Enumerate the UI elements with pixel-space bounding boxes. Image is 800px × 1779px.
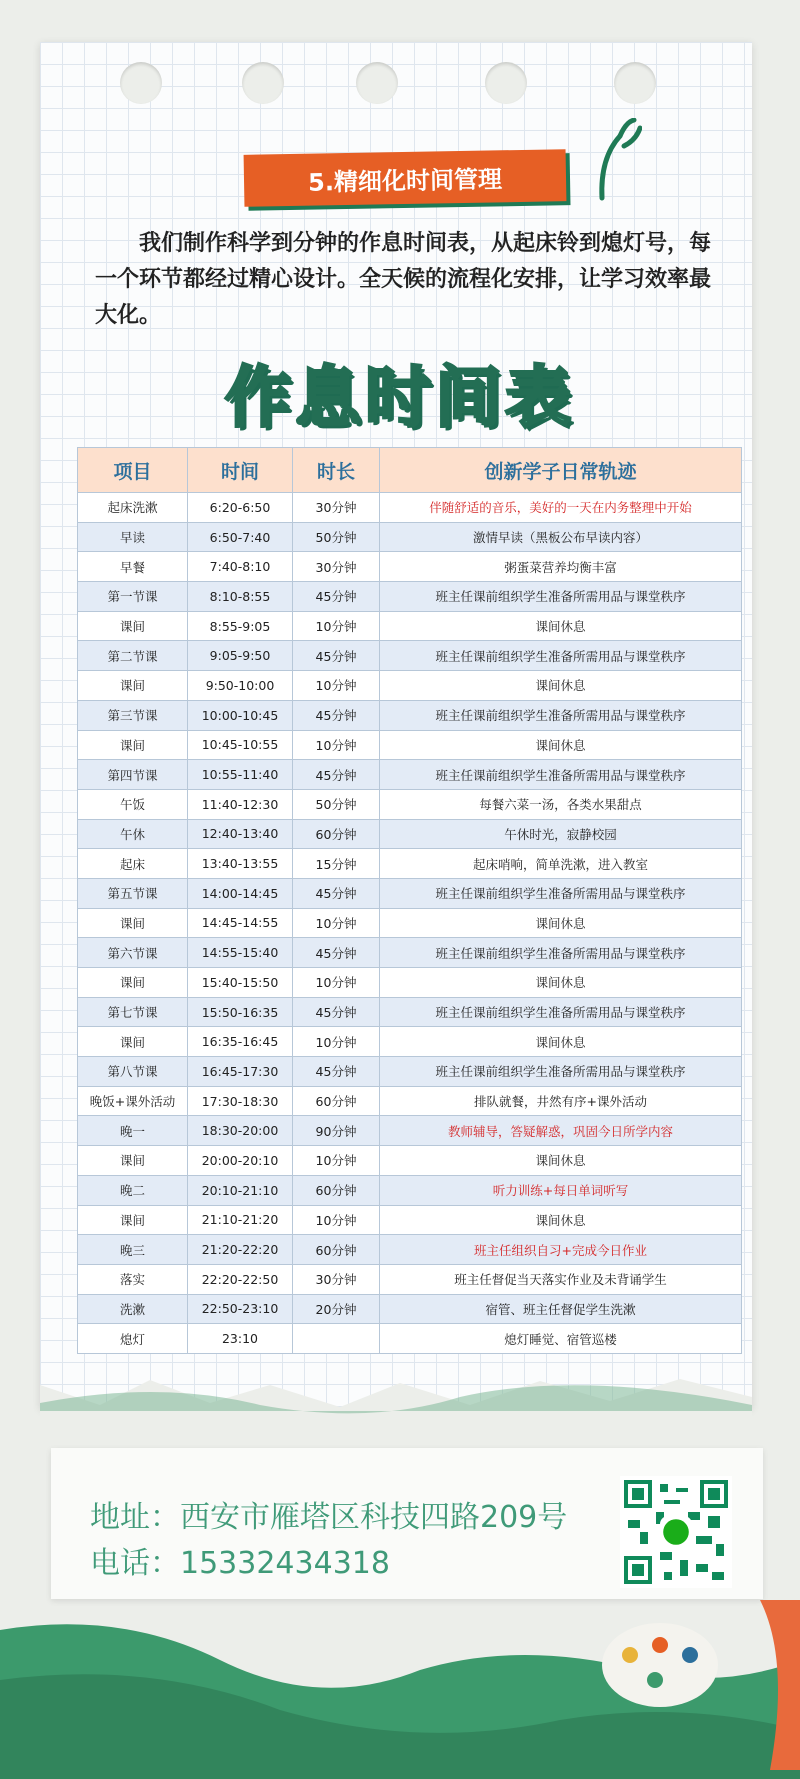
cell-time: 20:00-20:10 [188, 1146, 293, 1176]
cell-time: 15:40-15:50 [188, 968, 293, 998]
table-row [78, 789, 742, 819]
table-row [78, 878, 742, 908]
table-row [78, 1324, 742, 1354]
table-row [78, 1294, 742, 1324]
cell-item: 早读 [78, 522, 188, 552]
cell-activity: 课间休息 [380, 671, 742, 701]
cell-duration: 50分钟 [293, 789, 380, 819]
table-row [78, 1027, 742, 1057]
cell-item: 课间 [78, 611, 188, 641]
cell-activity: 班主任课前组织学生准备所需用品与课堂秩序 [380, 582, 742, 612]
cell-activity: 伴随舒适的音乐，美好的一天在内务整理中开始 [380, 493, 742, 523]
cell-time: 6:50-7:40 [188, 522, 293, 552]
cell-item: 午饭 [78, 789, 188, 819]
cell-activity: 课间休息 [380, 730, 742, 760]
cell-time: 21:20-22:20 [188, 1235, 293, 1265]
table-row [78, 908, 742, 938]
cell-activity: 粥蛋菜营养均衡丰富 [380, 552, 742, 582]
cell-time: 22:20-22:50 [188, 1264, 293, 1294]
section-title: 5.精细化时间管理 [307, 164, 503, 197]
cell-activity: 每餐六菜一汤，各类水果甜点 [380, 789, 742, 819]
cell-time: 12:40-13:40 [188, 819, 293, 849]
section-title-banner [244, 149, 567, 207]
cell-activity: 午休时光，寂静校园 [380, 819, 742, 849]
cell-activity: 班主任课前组织学生准备所需用品与课堂秩序 [380, 878, 742, 908]
cell-activity: 排队就餐，井然有序+课外活动 [380, 1086, 742, 1116]
cell-duration: 10分钟 [293, 908, 380, 938]
cell-item: 第七节课 [78, 997, 188, 1027]
cell-time: 10:55-11:40 [188, 760, 293, 790]
cell-duration: 10分钟 [293, 1027, 380, 1057]
cell-time: 16:45-17:30 [188, 1057, 293, 1087]
cell-item: 第五节课 [78, 878, 188, 908]
cell-item: 熄灯 [78, 1324, 188, 1354]
cell-item: 晚一 [78, 1116, 188, 1146]
cell-duration: 60分钟 [293, 819, 380, 849]
green-hills-decoration [0, 1600, 800, 1779]
cell-activity: 课间休息 [380, 968, 742, 998]
table-row [78, 1086, 742, 1116]
table-row [78, 760, 742, 790]
cell-activity: 班主任课前组织学生准备所需用品与课堂秩序 [380, 997, 742, 1027]
cell-item: 午休 [78, 819, 188, 849]
cell-duration: 10分钟 [293, 730, 380, 760]
cell-duration: 60分钟 [293, 1235, 380, 1265]
cell-duration: 60分钟 [293, 1086, 380, 1116]
table-row [78, 849, 742, 879]
cell-item: 洗漱 [78, 1294, 188, 1324]
cell-duration: 60分钟 [293, 1175, 380, 1205]
table-row [78, 1264, 742, 1294]
cell-duration: 30分钟 [293, 493, 380, 523]
table-row [78, 1146, 742, 1176]
cell-activity: 宿管、班主任督促学生洗漱 [380, 1294, 742, 1324]
contact-card [51, 1448, 763, 1599]
cell-time: 14:00-14:45 [188, 878, 293, 908]
cell-duration: 30分钟 [293, 1264, 380, 1294]
cell-time: 18:30-20:00 [188, 1116, 293, 1146]
cell-duration: 90分钟 [293, 1116, 380, 1146]
table-row [78, 1175, 742, 1205]
cell-item: 课间 [78, 908, 188, 938]
cell-item: 第三节课 [78, 700, 188, 730]
schedule-table-body [78, 493, 742, 1354]
cell-time: 20:10-21:10 [188, 1175, 293, 1205]
cell-duration: 45分钟 [293, 938, 380, 968]
table-row [78, 641, 742, 671]
cell-item: 早餐 [78, 552, 188, 582]
cell-time: 9:50-10:00 [188, 671, 293, 701]
table-row [78, 1205, 742, 1235]
leaf-decoration-icon [596, 118, 642, 204]
wechat-qr-code-icon[interactable] [620, 1476, 732, 1588]
punch-hole [120, 62, 162, 104]
cell-time: 7:40-8:10 [188, 552, 293, 582]
cell-duration: 10分钟 [293, 671, 380, 701]
table-row [78, 1116, 742, 1146]
cell-time: 21:10-21:20 [188, 1205, 293, 1235]
cell-activity: 班主任课前组织学生准备所需用品与课堂秩序 [380, 1057, 742, 1087]
table-row [78, 1057, 742, 1087]
cell-time: 10:45-10:55 [188, 730, 293, 760]
cell-item: 晚三 [78, 1235, 188, 1265]
cell-activity: 熄灯睡觉、宿管巡楼 [380, 1324, 742, 1354]
table-row [78, 819, 742, 849]
cell-activity: 班主任课前组织学生准备所需用品与课堂秩序 [380, 938, 742, 968]
address-text: 地址：西安市雁塔区科技四路209号 [90, 1500, 568, 1535]
cell-activity: 课间休息 [380, 908, 742, 938]
cell-duration: 50分钟 [293, 522, 380, 552]
cell-item: 晚二 [78, 1175, 188, 1205]
cell-activity: 班主任课前组织学生准备所需用品与课堂秩序 [380, 760, 742, 790]
table-row [78, 730, 742, 760]
punch-hole [614, 62, 656, 104]
cell-duration: 30分钟 [293, 552, 380, 582]
cell-item: 第二节课 [78, 641, 188, 671]
cell-time: 10:00-10:45 [188, 700, 293, 730]
phone-text: 电话：15332434318 [90, 1546, 390, 1581]
cell-time: 15:50-16:35 [188, 997, 293, 1027]
cell-time: 14:45-14:55 [188, 908, 293, 938]
table-row [78, 582, 742, 612]
cell-duration: 10分钟 [293, 968, 380, 998]
cell-item: 课间 [78, 1027, 188, 1057]
table-row [78, 1235, 742, 1265]
cell-time: 6:20-6:50 [188, 493, 293, 523]
cell-item: 课间 [78, 1205, 188, 1235]
cell-activity: 班主任组织自习+完成今日作业 [380, 1235, 742, 1265]
cell-time: 9:05-9:50 [188, 641, 293, 671]
cell-duration: 10分钟 [293, 1205, 380, 1235]
cell-time: 16:35-16:45 [188, 1027, 293, 1057]
header-time: 时间 [188, 448, 293, 493]
cell-item: 落实 [78, 1264, 188, 1294]
schedule-title: 作息时间表 [225, 359, 575, 436]
cell-activity: 课间休息 [380, 1027, 742, 1057]
header-activity: 创新学子日常轨迹 [380, 448, 742, 493]
torn-paper-edge [40, 1375, 760, 1435]
cell-duration: 45分钟 [293, 997, 380, 1027]
cell-item: 课间 [78, 1146, 188, 1176]
paint-palette-icon [602, 1623, 718, 1707]
table-row [78, 968, 742, 998]
cell-duration: 45分钟 [293, 641, 380, 671]
intro-paragraph: 我们制作科学到分钟的作息时间表，从起床铃到熄灯号，每一个环节都经过精心设计。全天候的流程化安排，让学习效率最大化。 [95, 231, 712, 328]
cell-duration: 45分钟 [293, 1057, 380, 1087]
cell-time: 8:55-9:05 [188, 611, 293, 641]
cell-item: 起床洗漱 [78, 493, 188, 523]
cell-time: 11:40-12:30 [188, 789, 293, 819]
table-row [78, 700, 742, 730]
table-row [78, 493, 742, 523]
table-row [78, 938, 742, 968]
cell-activity: 激情早读（黑板公布早读内容） [380, 522, 742, 552]
cell-duration: 45分钟 [293, 760, 380, 790]
cell-duration: 45分钟 [293, 582, 380, 612]
table-row [78, 522, 742, 552]
cell-item: 课间 [78, 968, 188, 998]
cell-activity: 班主任课前组织学生准备所需用品与课堂秩序 [380, 641, 742, 671]
table-row [78, 997, 742, 1027]
cell-item: 课间 [78, 671, 188, 701]
cell-duration [293, 1324, 380, 1354]
cell-duration: 10分钟 [293, 611, 380, 641]
cell-time: 14:55-15:40 [188, 938, 293, 968]
cell-item: 晚饭+课外活动 [78, 1086, 188, 1116]
cell-time: 8:10-8:55 [188, 582, 293, 612]
table-row [78, 671, 742, 701]
cell-activity: 课间休息 [380, 611, 742, 641]
table-row [78, 552, 742, 582]
cell-activity: 班主任课前组织学生准备所需用品与课堂秩序 [380, 700, 742, 730]
cell-duration: 10分钟 [293, 1146, 380, 1176]
cell-item: 第八节课 [78, 1057, 188, 1087]
punch-hole [356, 62, 398, 104]
cell-time: 17:30-18:30 [188, 1086, 293, 1116]
cell-activity: 听力训练+每日单词听写 [380, 1175, 742, 1205]
cell-duration: 15分钟 [293, 849, 380, 879]
cell-activity: 课间休息 [380, 1146, 742, 1176]
cell-activity: 班主任督促当天落实作业及未背诵学生 [380, 1264, 742, 1294]
table-row [78, 611, 742, 641]
cell-time: 23:10 [188, 1324, 293, 1354]
schedule-table [77, 447, 742, 1354]
cell-duration: 20分钟 [293, 1294, 380, 1324]
punch-hole [485, 62, 527, 104]
punch-hole [242, 62, 284, 104]
cell-item: 第六节课 [78, 938, 188, 968]
cell-activity: 教师辅导，答疑解惑，巩固今日所学内容 [380, 1116, 742, 1146]
header-item: 项目 [78, 448, 188, 493]
cell-duration: 45分钟 [293, 700, 380, 730]
cell-activity: 课间休息 [380, 1205, 742, 1235]
cell-activity: 起床哨响，简单洗漱，进入教室 [380, 849, 742, 879]
cell-item: 第一节课 [78, 582, 188, 612]
cell-duration: 45分钟 [293, 878, 380, 908]
cell-item: 起床 [78, 849, 188, 879]
cell-item: 第四节课 [78, 760, 188, 790]
cell-time: 13:40-13:55 [188, 849, 293, 879]
cell-item: 课间 [78, 730, 188, 760]
header-duration: 时长 [293, 448, 380, 493]
cell-time: 22:50-23:10 [188, 1294, 293, 1324]
table-header-row [78, 448, 742, 493]
